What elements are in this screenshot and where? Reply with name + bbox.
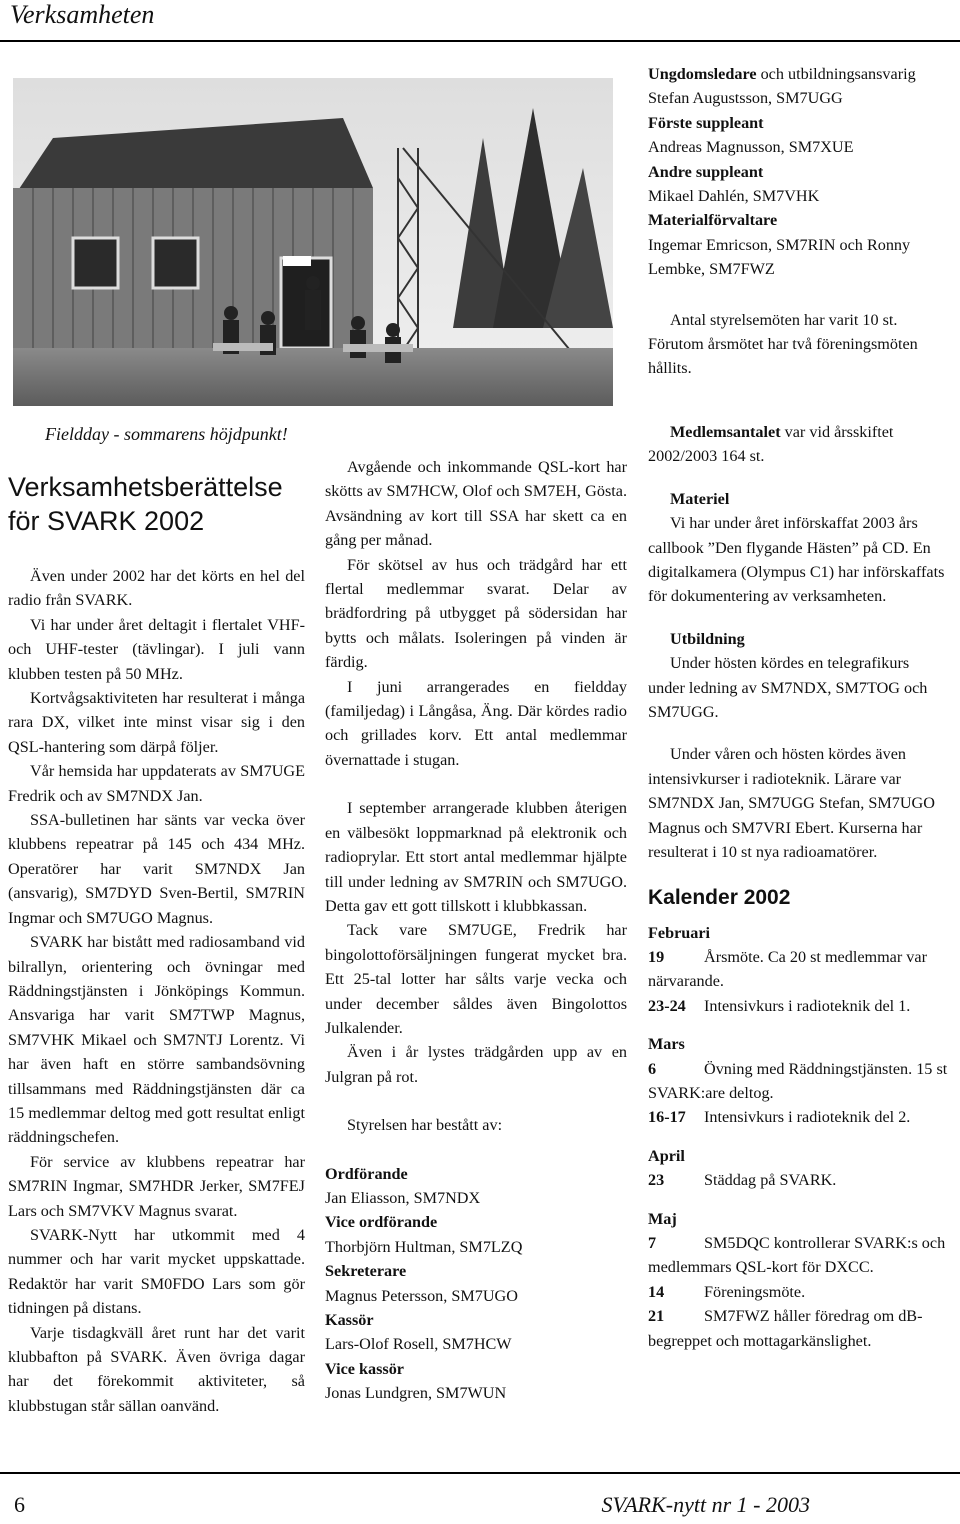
utbildning-heading: Utbildning <box>670 629 745 648</box>
column-right-top <box>648 62 948 381</box>
calendar-event <box>648 1304 948 1353</box>
board-role: Ordförande <box>325 1164 408 1183</box>
calendar-month-name: Februari <box>648 923 711 942</box>
board-role: Vice ordförande <box>325 1213 438 1232</box>
event-text: Övning med Räddningstjänsten. 15 st SVARK:are deltog. <box>648 1059 948 1102</box>
event-date: 19 <box>648 947 665 966</box>
fieldday-photo <box>13 78 613 406</box>
members-label: Medlemsantalet <box>670 423 781 441</box>
board-role: Materialförvaltare <box>648 211 778 230</box>
article-title <box>8 470 283 538</box>
event-text: Intensivkurs i radioteknik del 1. <box>704 996 911 1015</box>
utbildning-text: Under hösten kördes en telegrafikurs under ledning av SM7NDX, SM7TOG och SM7UGG. <box>648 654 928 722</box>
calendar-title: Kalender 2002 <box>648 885 791 909</box>
event-date: 16-17 <box>648 1108 686 1127</box>
event-text: SM7FWZ håller föredrag om dB-begreppet och mottagarkänslighet. <box>648 1307 923 1350</box>
board-role: Ungdomsledare <box>648 65 757 83</box>
calendar-month <box>648 921 948 1019</box>
column-middle <box>325 455 627 1406</box>
event-text: Intensivkurs i radioteknik del 2. <box>704 1108 911 1127</box>
paragraph: I juni arrangerades en fieldday (familjedag) i Långåsa, Äng. Där kördes radio och grillades korv. Ett antal medlemmar övernattade i stugan. <box>325 677 627 769</box>
event-date: 7 <box>648 1233 657 1252</box>
paragraph: Kortvågsaktiviteten har resulterat i många rara DX, vilket inte minst visar sig i den QSL-hantering som därpå följer. <box>8 689 305 756</box>
materiel-text: Vi har under året införskaffat 2003 års callbook ”Den flygande Hästen” på CD. En digitalkamera (Olympus C1) har införskaffats för dokumentering av verksamheten. <box>648 514 945 606</box>
paragraph: Även i år lystes trädgården upp av en Julgran på rot. <box>325 1043 627 1086</box>
calendar-event <box>648 1105 948 1129</box>
issue-label: SVARK-nytt nr 1 - 2003 <box>601 1492 810 1517</box>
paragraph: För skötsel av hus och trädgård har ett flertal medlemmar svarat. Delar av brädfordring på utbygget på södersidan har bytts och målats. Isoleringen på vinden är färdig. <box>325 555 627 672</box>
event-text: SM5DQC kontrollerar SVARK:s och medlemmars QSL-kort för DXCC. <box>648 1233 946 1277</box>
board-role: Sekreterare <box>325 1262 407 1281</box>
calendar-event <box>648 1168 948 1192</box>
materiel-heading: Materiel <box>670 489 730 508</box>
paragraph: Vi har under året deltagit i flertalet VHF- och UHF-tester (tävlingar). I juli vann klubben testen på 50 MHz. <box>8 615 305 683</box>
calendar-month-name: Mars <box>648 1035 685 1054</box>
board-name: Magnus Petersson, SM7UGO <box>325 1286 518 1305</box>
footer-rule <box>0 1472 960 1474</box>
calendar-event <box>648 1231 948 1280</box>
calendar-event <box>648 1057 948 1106</box>
board-name: Jan Eliasson, SM7NDX <box>325 1188 481 1207</box>
calendar-month-name: Maj <box>648 1209 677 1228</box>
event-date: 23 <box>648 1171 665 1190</box>
calendar-event <box>648 1280 948 1304</box>
board-name: Stefan Augustsson, SM7UGG <box>648 89 843 108</box>
section-title: Verksamheten <box>10 0 155 29</box>
paragraph: Tack vare SM7UGE, Fredrik har bingolottoförsäljningen fungerat mycket bra. Ett 25-tal lotter har sålts varje vecka och under december såldes även Bingolottos Julkalender. <box>325 921 627 1037</box>
members-paragraph <box>648 420 948 469</box>
board-name: Mikael Dahlén, SM7VHK <box>648 187 820 206</box>
event-date: 23-24 <box>648 996 686 1015</box>
fieldday-photo-illustration <box>13 78 613 406</box>
event-text: Årsmöte. Ca 20 st medlemmar var närvarande. <box>648 947 927 991</box>
paragraph: Avgående och inkommande QSL-kort har skötts av SM7HCW, Olof och SM7EH, Gösta. Avsändning av kort till SSA har skett ca en gång per månad. <box>325 458 627 550</box>
event-text: Städdag på SVARK. <box>704 1171 837 1190</box>
event-date: 14 <box>648 1282 665 1301</box>
paragraph: SVARK har bistått med radiosamband vid bilrallyn, orientering och övningar med Räddningstjänsten i Jönköpings Kommun. Ansvariga har varit SM7TWP Magnus, SM7VHK Mikael och SM7NTJ Lorentz. Vi har även haft en större sambandsövning tillsammans med Räddningstjänsten där ca 15 medlemmar deltog med gott resultat enligt räddningschefen. <box>8 933 305 1147</box>
board-role: Vice kassör <box>325 1359 404 1378</box>
calendar-month <box>648 1207 948 1353</box>
photo-caption: Fieldday - sommarens höjdpunkt! <box>45 424 288 444</box>
members-text: var vid årsskiftet 2002/2003 164 st. <box>648 423 894 466</box>
article-title-line2: för SVARK 2002 <box>8 506 205 536</box>
calendar-event <box>648 994 948 1018</box>
calendar-event <box>648 945 948 994</box>
paragraph: Även under 2002 har det körts en hel del radio från SVARK. <box>8 567 305 610</box>
column-left <box>8 564 305 1418</box>
board-role: Förste suppleant <box>648 113 764 132</box>
paragraph: För service av klubbens repeatrar har SM7RIN Ingmar, SM7HDR Jerker, SM7FEJ Lars och SM7VKV Magnus svarat. <box>8 1152 305 1220</box>
header-rule <box>0 40 960 42</box>
calendar-month <box>648 1144 948 1193</box>
board-role: Andre suppleant <box>648 162 764 181</box>
calendar-month <box>648 1032 948 1130</box>
board-name: Lars-Olof Rosell, SM7HCW <box>325 1335 512 1354</box>
paragraph: SVARK-Nytt har utkommit med 4 nummer och har varit mycket uppskattade. Redaktör har varit SM0FDO Lars som gör tidningen på distans. <box>8 1225 305 1318</box>
page-number: 6 <box>14 1492 25 1517</box>
event-date: 6 <box>648 1059 657 1078</box>
paragraph: Varje tisdagkväll året runt har det varit klubbafton på SVARK. Även övriga dagar har det förekommit aktiviteter, så klubbstugan står sällan oanvänd. <box>8 1323 305 1415</box>
board-role: Kassör <box>325 1311 374 1329</box>
board-name: Thorbjörn Hultman, SM7LZQ <box>325 1237 523 1256</box>
paragraph: SSA-bulletinen har sänts var vecka över klubbens repeatrar på 145 och 434 MHz. Operatörer har varit SM7NDX Jan (ansvarig), SM7DYD Sven-Bertil, SM7RIN Ingmar och SM7UGO Magnus. <box>8 811 305 927</box>
board-name: Ingemar Emricson, SM7RIN och Ronny Lembke, SM7FWZ <box>648 235 911 279</box>
board-name: Andreas Magnusson, SM7XUE <box>648 138 854 157</box>
meetings-text: Antal styrelsemöten har varit 10 st. Förutom årsmötet har två föreningsmöten hållits. <box>648 310 918 378</box>
utbildning-text: Under våren och hösten kördes även intensivkurser i radioteknik. Lärare var SM7NDX Jan, SM7UGG Stefan, SM7UGO Magnus och SM7VRI Ebert. Kurserna har resulterat i 10 st nya radioamatörer. <box>648 745 935 862</box>
board-role-rest: och utbildningsansvarig <box>756 65 916 83</box>
event-text: Föreningsmöte. <box>704 1282 806 1301</box>
column-right <box>648 420 948 1353</box>
board-list <box>325 1162 627 1406</box>
board-name: Jonas Lundgren, SM7WUN <box>325 1384 507 1403</box>
board-intro: Styrelsen har bestått av: <box>347 1116 503 1135</box>
board-role-line <box>648 62 948 86</box>
event-date: 21 <box>648 1307 665 1326</box>
calendar-month-name: April <box>648 1146 685 1165</box>
paragraph: Vår hemsida har uppdaterats av SM7UGE Fredrik och av SM7NDX Jan. <box>8 762 305 805</box>
article-title-line1: Verksamhetsberättelse <box>8 472 283 502</box>
paragraph: I september arrangerade klubben återigen en välbesökt loppmarknad på elektronik och radioprylar. Ett stort antal medlemmar hjälpte till under ledning av SM7RIN och SM7UGO. Detta gav ett gott tillskott i klubbkassan. <box>325 799 627 915</box>
